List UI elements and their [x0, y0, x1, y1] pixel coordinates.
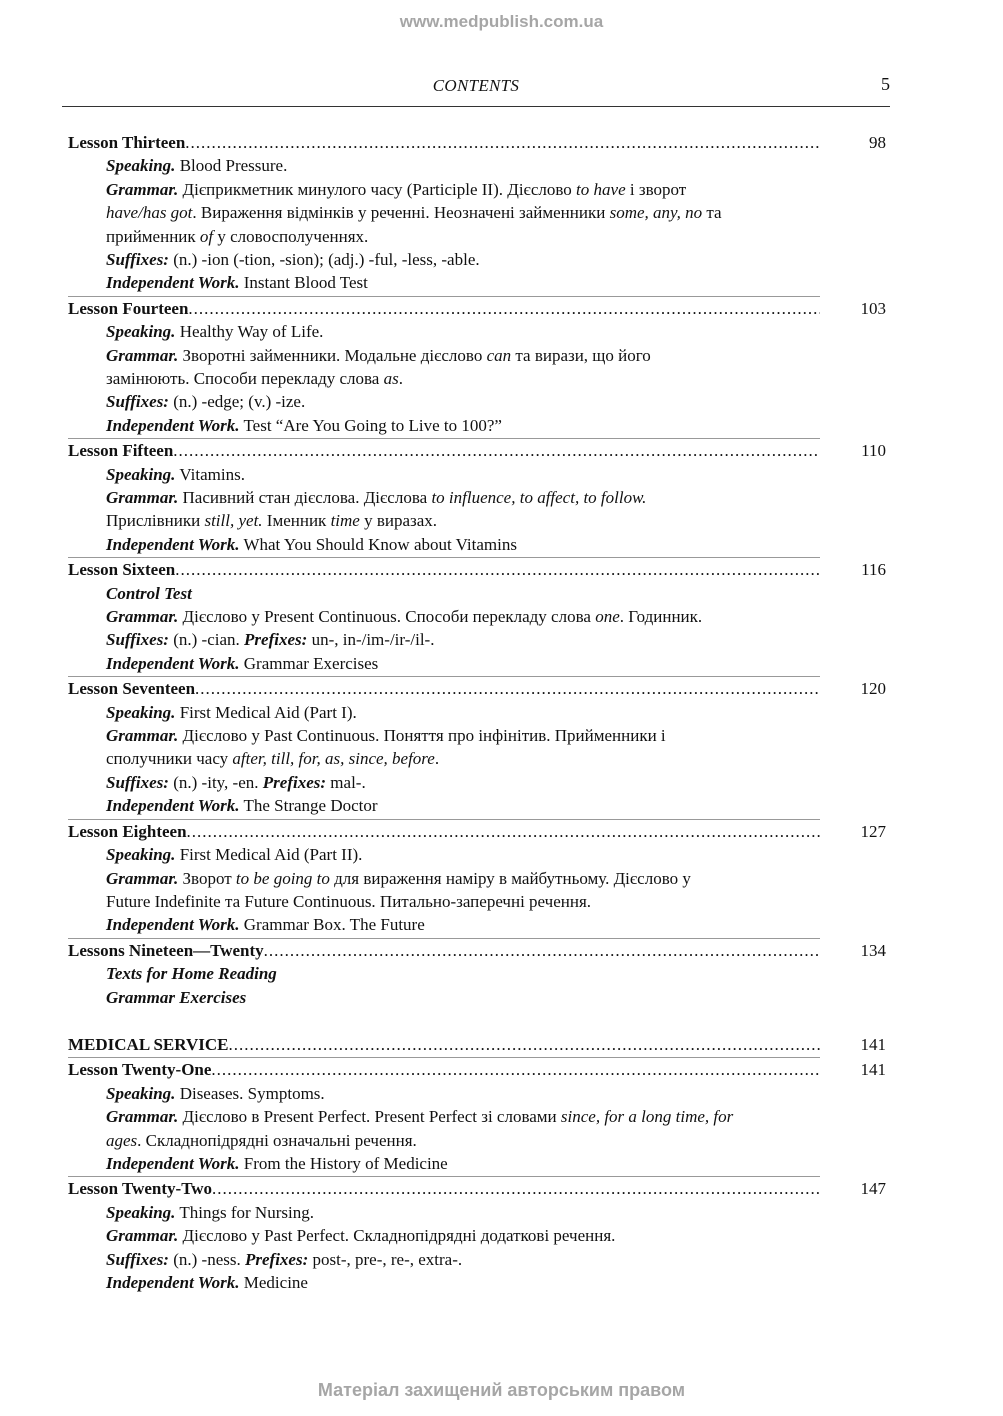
dot-leader	[175, 558, 820, 581]
toc-entry-heading	[68, 939, 888, 962]
watermark-bottom: Матеріал захищений авторським правом	[317, 1380, 686, 1400]
toc-entry-heading	[68, 1058, 888, 1081]
page-number: 5	[881, 74, 890, 94]
toc-entry-page: 110	[861, 441, 886, 461]
detail-label: Grammar Exercises	[106, 987, 247, 1007]
toc-entry-page: 147	[860, 1179, 886, 1199]
toc-entry	[68, 439, 888, 558]
detail-label: Grammar.	[106, 607, 179, 627]
toc-entry-title: Lesson Fifteen	[68, 441, 174, 461]
detail-text: of	[199, 226, 214, 246]
detail-text: to influence, to affect, to follow.	[431, 488, 647, 508]
toc-entry-title: Lessons Nineteen—Twenty	[68, 940, 264, 960]
detail-text: ages	[106, 1130, 138, 1150]
watermark-top: www.medpublish.com.ua	[399, 12, 604, 31]
detail-text: Зворот	[178, 868, 236, 888]
toc-entry-detail-line	[68, 320, 840, 343]
detail-text: Future Indefinite та Future Continuous. Питально-заперечні речення.	[106, 891, 592, 911]
dot-leader	[211, 1058, 820, 1081]
toc-entry-title: Lesson Eighteen	[68, 821, 187, 841]
toc-entry-page: 116	[861, 560, 886, 580]
toc-entry-detail-line	[68, 414, 840, 437]
toc-entry-detail-line	[68, 724, 840, 747]
detail-label: Independent Work.	[106, 415, 240, 435]
toc-entry-page: 127	[860, 821, 886, 841]
toc-entry-detail-line	[68, 1224, 840, 1247]
detail-label: Speaking.	[106, 322, 176, 342]
toc-entry	[68, 558, 888, 677]
detail-label: Independent Work.	[106, 534, 240, 554]
page-title: CONTENTS	[432, 76, 520, 95]
toc-entry-title: Lesson Twenty-One	[68, 1060, 212, 1080]
detail-text: сполучники часу	[106, 749, 233, 769]
detail-label: Independent Work.	[106, 796, 240, 816]
detail-text: для вираження наміру в майбутньому. Дієслово у	[329, 868, 691, 888]
toc-entry-detail-line	[68, 913, 840, 936]
detail-text: to have	[576, 179, 626, 199]
toc-entry-detail-line	[68, 201, 840, 224]
detail-text: (n.) -ness.	[168, 1249, 245, 1269]
toc-entry	[68, 1033, 888, 1058]
detail-label: Speaking.	[106, 1083, 176, 1103]
detail-text: First Medical Aid (Part II).	[175, 845, 363, 865]
detail-text: .	[398, 369, 403, 389]
detail-text: та	[702, 203, 722, 223]
detail-label: Prefixes:	[262, 772, 327, 792]
detail-text: (n.) -edge; (v.) -ize.	[168, 392, 306, 412]
detail-text: post-, pre-, re-, extra-.	[308, 1249, 463, 1269]
toc-entry-detail-line	[68, 1248, 840, 1271]
detail-text: . Годинник.	[619, 607, 703, 627]
toc-entry-detail-line	[68, 1152, 840, 1175]
detail-text: Instant Blood Test	[239, 273, 368, 293]
detail-label: Independent Work.	[106, 273, 240, 293]
detail-text: First Medical Aid (Part I).	[175, 702, 357, 722]
toc-entry-heading	[68, 1033, 888, 1056]
detail-text: Vitamins.	[175, 464, 245, 484]
toc-entry-detail-line	[68, 1129, 840, 1152]
detail-text: прийменник	[106, 226, 200, 246]
toc-entry-title: MEDICAL SERVICE	[68, 1034, 229, 1054]
detail-label: Independent Work.	[106, 915, 240, 935]
detail-text: Diseases. Symptoms.	[175, 1083, 325, 1103]
toc-entry-detail-line	[68, 986, 840, 1009]
toc-entry-title: Lesson Fourteen	[68, 298, 189, 318]
toc-entry	[68, 939, 888, 1009]
detail-label: Grammar.	[106, 488, 179, 508]
detail-text: still, yet.	[204, 511, 263, 531]
detail-text: Дієслово в Present Perfect. Present Perfect зі словами	[178, 1107, 561, 1127]
toc-entry-detail-line	[68, 867, 840, 890]
detail-text: Прислівники	[106, 511, 205, 531]
dot-leader	[264, 939, 820, 962]
toc-entry-detail-line	[68, 794, 840, 817]
detail-text: Дієприкметник минулого часу (Participle II). Дієслово	[178, 179, 577, 199]
detail-text: .	[434, 749, 440, 769]
detail-label: Suffixes:	[106, 1249, 169, 1269]
toc-entry-heading	[68, 439, 888, 462]
toc-entry-heading	[68, 677, 888, 700]
detail-text: Grammar Exercises	[239, 653, 379, 673]
detail-label: Speaking.	[106, 1202, 176, 1222]
detail-text: у виразах.	[359, 511, 438, 531]
toc-entry-detail-line	[68, 962, 840, 985]
detail-text: The Strange Doctor	[239, 796, 378, 816]
detail-text: Blood Pressure.	[175, 156, 288, 176]
toc-entry-page: 120	[860, 679, 886, 699]
toc-entry-detail-line	[68, 771, 840, 794]
detail-text: after, till, for, as, since, before	[232, 749, 435, 769]
detail-label: Speaking.	[106, 845, 176, 865]
dot-leader	[195, 677, 820, 700]
toc-entry-heading	[68, 558, 888, 581]
detail-text: time	[330, 511, 360, 531]
toc-entry-detail-line	[68, 367, 840, 390]
detail-text: one	[595, 607, 620, 627]
toc-entry-detail-line	[68, 1082, 840, 1105]
toc-entry-detail-line	[68, 1105, 840, 1128]
detail-text: (n.) -ity, -en.	[168, 772, 263, 792]
toc-entry-detail-line	[68, 463, 840, 486]
toc-entry-page: 141	[860, 1060, 886, 1080]
detail-text: Зворотні займенники. Модальне дієслово	[178, 345, 487, 365]
detail-label: Grammar.	[106, 345, 179, 365]
detail-label: Independent Work.	[106, 1153, 240, 1173]
toc-entry-detail-line	[68, 701, 840, 724]
detail-label: Texts for Home Reading	[106, 964, 277, 984]
detail-text: to be going to	[235, 868, 330, 888]
toc-entry-detail-line	[68, 747, 840, 770]
detail-text: Test “Are You Going to Live to 100?”	[239, 415, 502, 435]
detail-label: Grammar.	[106, 1226, 179, 1246]
toc-entry-title: Lesson Thirteen	[68, 133, 186, 152]
detail-text: mal-.	[326, 772, 366, 792]
dot-leader	[173, 439, 820, 462]
dot-leader	[187, 820, 820, 843]
detail-text: What You Should Know about Vitamins	[239, 534, 517, 554]
detail-label: Grammar.	[106, 179, 179, 199]
toc-entry-detail-line	[68, 344, 840, 367]
detail-text: Healthy Way of Life.	[175, 322, 324, 342]
toc-entry-title: Lesson Sixteen	[68, 560, 176, 580]
detail-label: Grammar.	[106, 868, 179, 888]
detail-text: у словосполученнях.	[213, 226, 369, 246]
detail-label: Suffixes:	[106, 250, 169, 270]
toc-entry	[68, 677, 888, 819]
detail-text: Дієслово у Present Continuous. Способи перекладу слова	[178, 607, 596, 627]
detail-text: Іменник	[262, 511, 331, 531]
toc-entry-detail-line	[68, 582, 840, 605]
toc-entry-detail-line	[68, 533, 840, 556]
toc-entry-page: 134	[860, 940, 886, 960]
toc-entry-title: Lesson Seventeen	[68, 679, 196, 699]
toc-entry-page: 98	[869, 133, 886, 152]
table-of-contents	[68, 131, 888, 1294]
toc-entry-title: Lesson Twenty-Two	[68, 1179, 213, 1199]
running-head	[62, 74, 890, 107]
detail-text: as	[383, 369, 399, 389]
toc-entry-detail-line	[68, 154, 840, 177]
toc-entry-detail-line	[68, 390, 840, 413]
toc-entry-detail-line	[68, 271, 840, 294]
detail-text: . Вираження відмінків у реченні. Неозначені займенники	[192, 203, 610, 223]
detail-label: Independent Work.	[106, 1272, 240, 1292]
detail-text: Medicine	[239, 1272, 308, 1292]
detail-text: (n.) -cian.	[168, 630, 245, 650]
toc-entry	[68, 1177, 888, 1294]
toc-entry-detail-line	[68, 509, 840, 532]
detail-label: Suffixes:	[106, 392, 169, 412]
detail-text: Things for Nursing.	[175, 1202, 314, 1222]
toc-entry-detail-line	[68, 652, 840, 675]
detail-label: Speaking.	[106, 464, 176, 484]
toc-entry-heading	[68, 820, 888, 843]
detail-label: Independent Work.	[106, 653, 240, 673]
detail-text: Дієслово у Past Continuous. Поняття про інфінітив. Прийменники і	[178, 726, 666, 746]
detail-text: since, for a long time, for	[560, 1107, 734, 1127]
toc-entry-detail-line	[68, 178, 840, 201]
detail-text: can	[486, 345, 512, 365]
dot-leader	[228, 1033, 820, 1056]
toc-entry-detail-line	[68, 843, 840, 866]
toc-entry-detail-line	[68, 605, 840, 628]
toc-entry-page: 103	[860, 298, 886, 318]
detail-text: та вирази, що його	[511, 345, 651, 365]
detail-label: Prefixes:	[245, 1249, 309, 1269]
toc-entry-heading	[68, 131, 888, 154]
detail-text: . Складнопідрядні означальні речення.	[137, 1130, 417, 1150]
detail-label: Control Test	[106, 583, 192, 603]
detail-text: Пасивний стан дієслова. Дієслова	[178, 488, 432, 508]
toc-entry	[68, 131, 888, 297]
toc-entry-detail-line	[68, 486, 840, 509]
toc-entry-detail-line	[68, 1201, 840, 1224]
detail-label: Speaking.	[106, 156, 176, 176]
detail-label: Prefixes:	[244, 630, 308, 650]
detail-text: замінюють. Способи перекладу слова	[106, 369, 384, 389]
detail-text: some, any, no	[609, 203, 703, 223]
toc-entry-heading	[68, 1177, 888, 1200]
dot-leader	[188, 297, 820, 320]
toc-entry	[68, 297, 888, 439]
toc-entry-heading	[68, 297, 888, 320]
detail-label: Grammar.	[106, 726, 179, 746]
dot-leader	[185, 131, 820, 154]
detail-text: і зворот	[625, 179, 687, 199]
toc-entry-detail-line	[68, 1271, 840, 1294]
toc-entry	[68, 820, 888, 939]
detail-label: Suffixes:	[106, 772, 169, 792]
detail-label: Suffixes:	[106, 630, 169, 650]
detail-text: have/has got	[106, 203, 193, 223]
toc-entry	[68, 1058, 888, 1177]
dot-leader	[212, 1177, 820, 1200]
toc-entry-page: 141	[860, 1034, 886, 1054]
detail-text: (n.) -ion (-tion, -sion); (adj.) -ful, -less, -able.	[168, 250, 480, 270]
toc-entry-detail-line	[68, 225, 840, 248]
toc-entry-detail-line	[68, 248, 840, 271]
toc-entry-detail-line	[68, 628, 840, 651]
detail-text: un-, in-/im-/ir-/il-.	[307, 630, 435, 650]
detail-label: Speaking.	[106, 702, 176, 722]
detail-text: Grammar Box. The Future	[239, 915, 425, 935]
detail-label: Grammar.	[106, 1107, 179, 1127]
toc-entry-detail-line	[68, 890, 840, 913]
detail-text: Дієслово у Past Perfect. Складнопідрядні додаткові речення.	[178, 1226, 616, 1246]
detail-text: From the History of Medicine	[239, 1153, 448, 1173]
